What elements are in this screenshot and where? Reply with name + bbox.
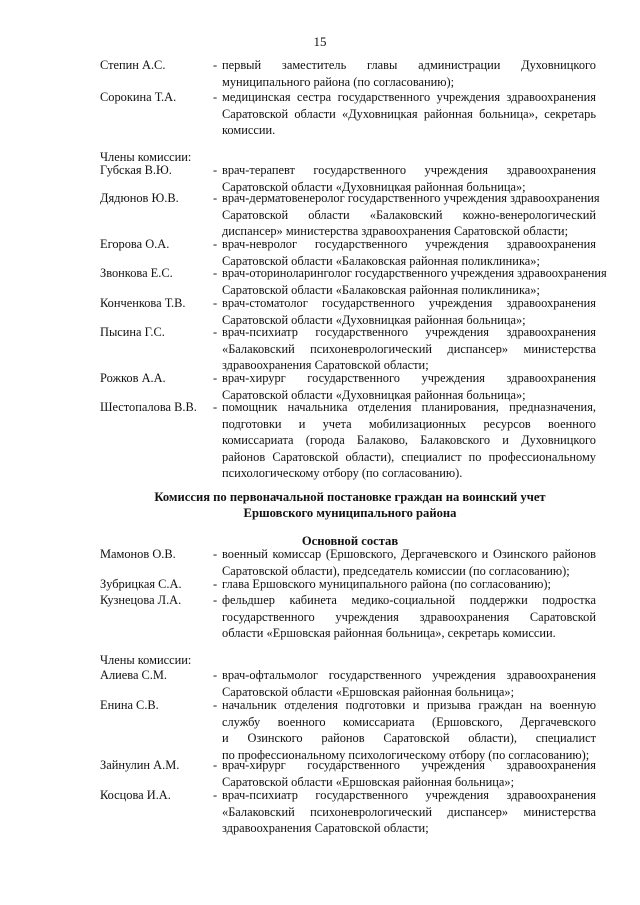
member-name: Мамонов О.В.	[100, 547, 176, 561]
description-line: Саратовской области «Духовницкая районная больница», секретарь	[222, 106, 596, 121]
member-name: Звонкова Е.С.	[100, 266, 173, 280]
dash-separator: -	[213, 593, 218, 607]
dash-separator: -	[213, 698, 218, 712]
dash-separator: -	[213, 163, 218, 177]
member-name: Губская В.Ю.	[100, 163, 172, 177]
dash-separator: -	[213, 58, 218, 72]
member-entry	[100, 787, 598, 837]
member-entry	[100, 399, 598, 482]
description-line: Саратовской области «Балаковский кожно-венерологический	[222, 207, 596, 222]
description-line: здравоохранения Саратовской области;	[222, 821, 429, 836]
member-description	[222, 324, 596, 374]
description-line: врач-дерматовенеролог государственного учреждения здравоохранения	[222, 191, 600, 205]
member-description	[222, 757, 596, 790]
member-name: Сорокина Т.А.	[100, 90, 177, 104]
description-line: психологическому отбору (по согласованию).	[222, 466, 463, 481]
dash-separator: -	[213, 668, 218, 682]
member-entry	[100, 667, 598, 700]
description-line: по профессиональному психологическому отбору (по согласованию);	[222, 747, 590, 762]
member-entry	[100, 57, 598, 90]
description-line: государственного учреждения здравоохранения Саратовской	[222, 609, 596, 624]
description-line: медицинская сестра государственного учреждения здравоохранения	[222, 90, 596, 104]
member-description	[222, 576, 596, 593]
dash-separator: -	[213, 296, 218, 310]
member-entry	[100, 757, 598, 790]
member-entry	[100, 697, 598, 763]
member-name: Пысина Г.С.	[100, 325, 165, 339]
member-description	[222, 399, 596, 482]
description-line: комиссии.	[222, 123, 276, 138]
member-entry	[100, 265, 607, 298]
dash-separator: -	[213, 191, 218, 205]
members-heading: Члены комиссии:	[100, 150, 192, 164]
member-entry	[100, 324, 598, 374]
description-line: врач-оториноларинголог государственного учреждения здравоохранения	[222, 266, 607, 280]
description-line: врач-психиатр государственного учреждения здравоохранения	[222, 325, 596, 339]
member-name: Кузнецова Л.А.	[100, 593, 182, 607]
description-line: и Озинского районов Саратовской области), специалист	[222, 731, 596, 746]
dash-separator: -	[213, 788, 218, 802]
description-line: врач-стоматолог государственного учреждения здравоохранения	[222, 296, 596, 310]
description-line: Саратовской области «Духовницкая районная больница»;	[222, 312, 526, 327]
description-line: Саратовской области), председатель комиссии (по согласованию);	[222, 563, 570, 578]
dash-separator: -	[213, 371, 218, 385]
member-entry	[100, 592, 598, 642]
dash-separator: -	[213, 577, 218, 591]
members-heading-2: Члены комиссии:	[100, 653, 192, 667]
description-line: службу военного комиссариата (Ершовского, Дергачевского	[222, 714, 596, 729]
description-line: помощник начальника отделения планирования, предназначения,	[222, 400, 596, 414]
member-description	[222, 697, 596, 763]
description-line: врач-психиатр государственного учреждения здравоохранения	[222, 788, 596, 802]
member-description	[222, 546, 596, 579]
description-line: здравоохранения Саратовской области;	[222, 358, 429, 373]
member-name: Степин А.С.	[100, 58, 166, 72]
description-line: Саратовской области «Балаковская районная поликлиника»;	[222, 282, 540, 297]
member-name: Косцова И.А.	[100, 788, 171, 802]
description-line: Саратовской области «Балаковская районная поликлиника»;	[222, 253, 540, 268]
member-name: Дядюнов Ю.В.	[100, 191, 179, 205]
description-line: «Балаковский психоневрологический диспансер» министерства	[222, 804, 596, 819]
description-line: военный комиссар (Ершовского, Дергачевского и Озинского районов	[222, 547, 596, 561]
description-line: глава Ершовского муниципального района (по согласованию);	[222, 577, 551, 591]
description-line: врач-офтальмолог государственного учреждения здравоохранения	[222, 668, 596, 682]
dash-separator: -	[213, 266, 218, 280]
member-name: Рожков А.А.	[100, 371, 166, 385]
member-name: Конченкова Т.В.	[100, 296, 186, 310]
description-line: фельдшер кабинета медико-социальной поддержки подростка	[222, 593, 596, 607]
description-line: «Балаковский психоневрологический диспансер» министерства	[222, 341, 596, 356]
description-line: Саратовской области «Ершовская районная больница»;	[222, 774, 515, 789]
member-name: Енина С.В.	[100, 698, 159, 712]
description-line: врач-невролог государственного учреждения здравоохранения	[222, 237, 596, 251]
member-entry	[100, 576, 598, 593]
description-line: районов Саратовской области), специалист по профессиональному	[222, 449, 596, 464]
description-line: Саратовской области «Духовницкая районная больница»;	[222, 179, 526, 194]
commission-title: Комиссия по первоначальной постановке граждан на воинский учет	[154, 490, 546, 504]
description-line: врач-хирург государственного учреждения здравоохранения	[222, 371, 596, 385]
description-line: муниципального района (по согласованию);	[222, 74, 455, 89]
description-line: врач-хирург государственного учреждения здравоохранения	[222, 758, 596, 772]
member-name: Егорова О.А.	[100, 237, 170, 251]
member-description	[222, 592, 596, 642]
description-line: Саратовской области «Духовницкая районная больница»;	[222, 387, 526, 402]
commission-title-district: Ершовского муниципального района	[243, 506, 457, 520]
member-name: Шестопалова В.В.	[100, 400, 197, 414]
dash-separator: -	[213, 400, 218, 414]
member-description	[222, 89, 596, 139]
description-line: Саратовской области «Ершовская районная больница»;	[222, 684, 515, 699]
dash-separator: -	[213, 758, 218, 772]
description-line: начальник отделения подготовки и призыва граждан на военную	[222, 698, 596, 712]
description-line: подготовки и учета мобилизационных ресурсов военного	[222, 416, 596, 431]
dash-separator: -	[213, 547, 218, 561]
member-entry	[100, 190, 598, 240]
dash-separator: -	[213, 90, 218, 104]
member-entry	[100, 89, 598, 139]
dash-separator: -	[213, 237, 218, 251]
description-line: комиссариата (города Балаково, Балаковского и Духовницкого	[222, 433, 596, 448]
member-name: Алиева С.М.	[100, 668, 168, 682]
main-composition-heading: Основной состав	[301, 534, 399, 548]
description-line: первый заместитель главы администрации Духовницкого	[222, 58, 596, 72]
member-name: Зубрицкая С.А.	[100, 577, 182, 591]
member-description	[222, 190, 600, 240]
member-entry	[100, 546, 598, 579]
member-description	[222, 57, 596, 90]
member-description	[222, 787, 596, 837]
description-line: врач-терапевт государственного учреждения здравоохранения	[222, 163, 596, 177]
dash-separator: -	[213, 325, 218, 339]
member-description	[222, 667, 596, 700]
description-line: области «Ершовская районная больница», секретарь комиссии.	[222, 626, 556, 641]
page-number: 15	[313, 34, 327, 49]
member-description	[222, 265, 607, 298]
description-line: диспансер» министерства здравоохранения Саратовской области;	[222, 224, 569, 239]
member-name: Зайнулин А.М.	[100, 758, 180, 772]
